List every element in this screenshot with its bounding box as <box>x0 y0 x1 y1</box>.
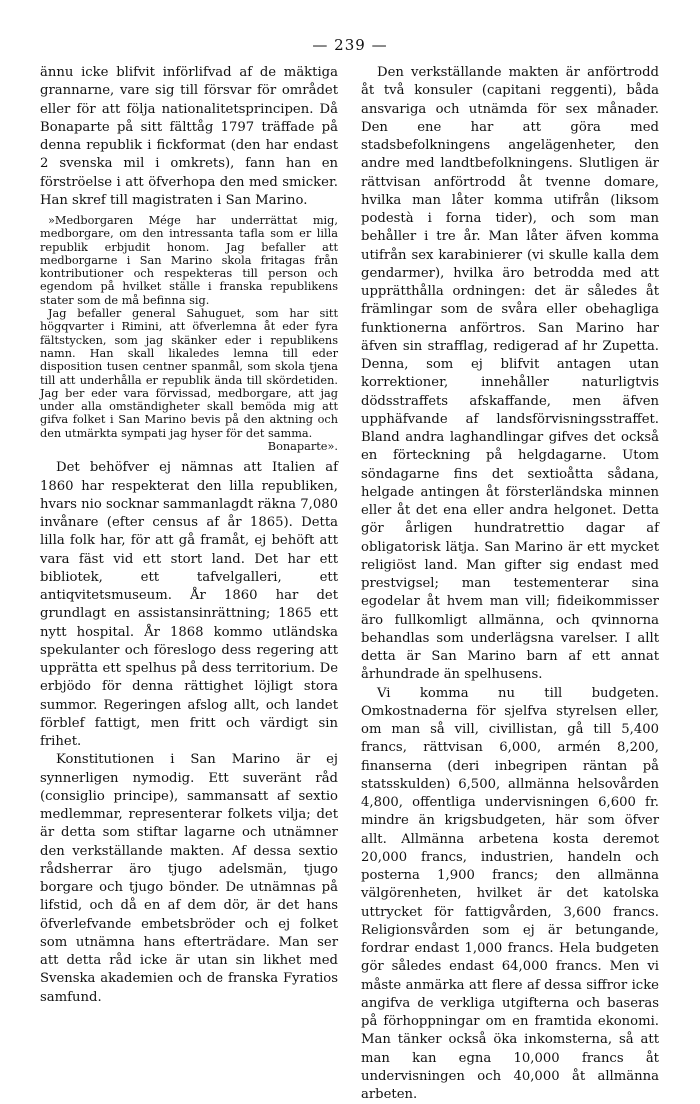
letter-paragraph-1: »Medborgaren Mége har underrättat mig, medborgare, om den intressanta tafla som er lilla republik erbjudit honom. Jag befaller att medborgarne i San Marino skola fritagas från kontributioner och respekteras till person och egendom på hvilket ställe i franska republikens stater som de må befinna sig. <box>40 214 338 307</box>
letter-paragraph-2: Jag befaller general Sahuguet, som har sitt högqvarter i Rimini, att öfverlemna åt eder fyra fältstycken, som jag skänker eder i republikens namn. Han skall likaledes lemna till eder disposition tusen centner spanmål, som skola tjena till att underhålla er republik ända till skördetiden. Jag ber eder vara förvissad, medborgare, att jag under alla omständigheter skall bemöda mig att gifva folket i San Marino bevis på den aktning och den utmärkta sympati jag hyser för det samma. <box>40 307 338 440</box>
left-column <box>40 64 338 1007</box>
paragraph-intro: ännu icke blifvit införlifvad af de mäktiga grannarne, vare sig till försvar för området eller för att följa nationalitetsprincipen. Då Bonaparte på sitt fälttåg 1797 träffade på denna republik i fickformat (den har endast 2 svenska mil i omkrets), fann han en förströelse i att öfverhopa den med smicker. Han skref till magistraten i San Marino. <box>40 64 338 210</box>
paragraph-executive: Den verkställande makten är anförtrodd åt två konsuler (capitani reggenti), båda ansvariga och utnämda för sex månader. Den ene har att göra med stadsbefolkningens angelägenheter, den andre med landtbefolkningens. Slutligen är rättvisan anförtrodd åt tvenne domare, hvilka man låter komma utifrån (liksom podestà i forna tider), och som man behåller i tre år. Man låter äfven komma utifrån sex karabinierer (vi skulle kalla dem gendarmer), hvilka äro betrodda med att upprätthålla ordningen: det är således åt främlingar som de svåra eller obehagliga funktionerna anförtros. San Marino har äfven sin strafflag, redigerad af hr Zupetta. Denna, som ej blifvit antagen utan korrektioner, innehåller naturligtvis dödsstraffets afskaffande, men äfven upphäfvande af landsförvisningsstraffet. Bland andra laghandlingar gifves det också en förteckning på helgdagarne. Utom söndagarne fins det sextioåtta sådana, helgade antingen åt försterländska minnen eller åt det ena eller andra helgonet. Detta gör årligen hundratrettio dagar af obligatorisk lätja. San Marino är ett mycket religiöst land. Man gifter sig endast med prestvigsel; man testementerar sina egodelar åt hvem man vill; fideikommisser äro fullkomligt allmänna, och qvinnorna behandlas som underlägsna varelser. I allt detta är San Marino barn af ett annat århundrade än spelhusens. <box>361 64 659 685</box>
right-column <box>361 64 659 1104</box>
bonaparte-letter <box>40 214 338 453</box>
paragraph-italy: Det behöfver ej nämnas att Italien af 1860 har respekterat den lilla republiken, hvars nio socknar sammanlagdt räkna 7,080 invånare (efter census af år 1865). Detta lilla folk har, för att gå framåt, ej behöft att vara fäst vid ett stort land. Det har ett bibliotek, ett tafvelgalleri, ett antiqvitetsmuseum. År 1860 har det grundlagt en assistansinrättning; 1865 ett nytt hospital. År 1868 kommo utländska spekulanter och föreslogo dess regering att upprätta ett spelhus på dess territorium. De erbjödo för denna rättighet löjligt stora summor. Regeringen afslog allt, och landet förblef fattigt, men fritt och värdigt sin frihet. <box>40 459 338 751</box>
paragraph-budget: Vi komma nu till budgeten. Omkostnaderna för sjelfva styrelsen eller, om man så vill, civillistan, gå till 5,400 francs, rättvisan 6,000, armén 8,200, finanserna (deri inbegripen räntan på statsskulden) 6,500, allmänna helsovården 4,800, offentliga undervisningen 6,600 fr. mindre än krigsbudgeten, här som öfver allt. Allmänna arbetena kosta deremot 20,000 francs, industrien, handeln och posterna 1,900 francs; den allmänna välgörenheten, hvilket är det katolska uttrycket för fattigvården, 3,600 francs. Religionsvården som ej är betungande, fordrar endast 1,000 francs. Hela budgeten gör således endast 64,000 francs. Men vi måste anmärka att flere af dessa siffror icke angifva de verkliga utgifterna och baseras på förhoppningar om en framtida ekonomi. Man tänker också öka inkomsterna, så att man kan egna 10,000 francs åt undervisningen och 40,000 åt allmänna arbeten. <box>361 685 659 1104</box>
letter-signature: Bonaparte». <box>40 440 338 453</box>
paragraph-constitution: Konstitutionen i San Marino är ej synnerligen nymodig. Ett suveränt råd (consiglio principe), sammansatt af sextio medlemmar, representerar folkets vilja; det är detta som stiftar lagarne och utnämner den verkställande makten. Af dessa sextio rådsherrar äro tjugo adelsmän, tjugo borgare och tjugo bönder. De utnämnas på lifstid, och då en af dem dör, är det hans öfverlefvande embetsbröder och ej folket som utnämna hans efterträdare. Man ser att detta råd icke är utan sin likhet med Svenska akademien och de franska Fyratios samfund. <box>40 751 338 1007</box>
page-number: — 239 — <box>0 36 700 54</box>
